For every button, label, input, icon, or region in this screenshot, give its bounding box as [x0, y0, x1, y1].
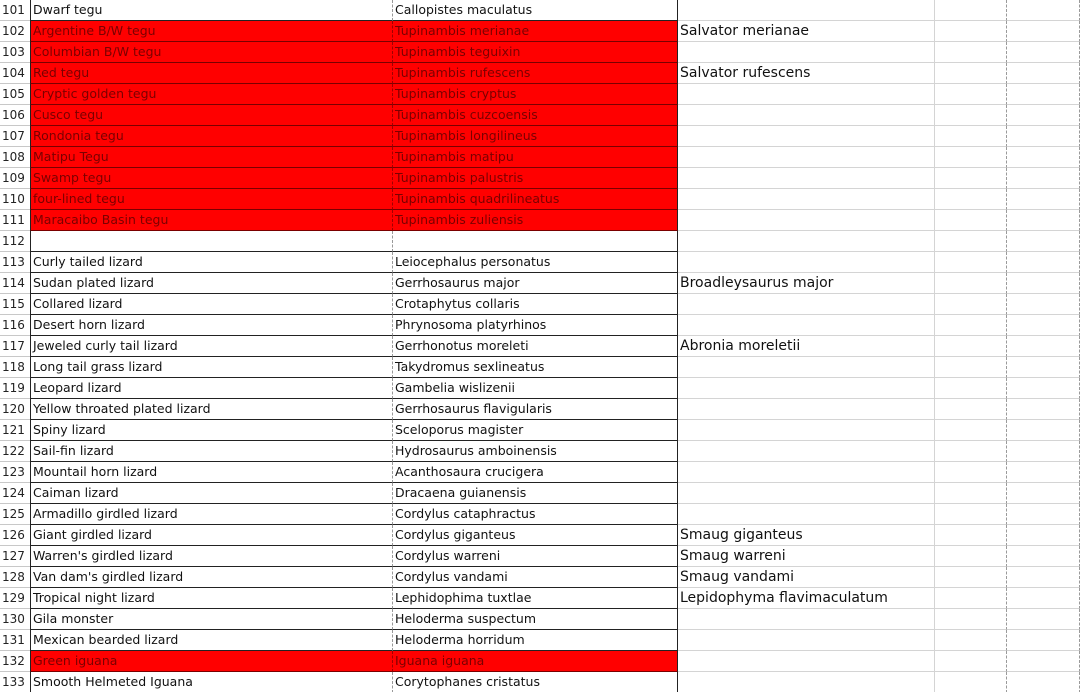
cell-empty[interactable]: [1007, 504, 1080, 525]
table-row: [0, 126, 1080, 147]
table-row: [0, 567, 1080, 588]
cell-scientific-name[interactable]: Phrynosoma platyrhinos: [392, 315, 678, 336]
cell-updated-name[interactable]: [678, 420, 935, 441]
cell-updated-name[interactable]: [678, 441, 935, 462]
cell-updated-name[interactable]: [678, 315, 935, 336]
cell-updated-name[interactable]: [678, 252, 935, 273]
cell-scientific-name[interactable]: Crotaphytus collaris: [392, 294, 678, 315]
cell-scientific-name[interactable]: Corytophanes cristatus: [392, 672, 678, 692]
cell-common-name[interactable]: Van dam's girdled lizard: [30, 567, 392, 588]
cell-empty[interactable]: [1007, 672, 1080, 692]
cell-empty[interactable]: [935, 126, 1007, 147]
cell-common-name[interactable]: Red tegu: [30, 63, 392, 84]
table-row: [0, 168, 1080, 189]
cell-common-name[interactable]: [30, 231, 392, 252]
cell-common-name[interactable]: Matipu Tegu: [30, 147, 392, 168]
row-header[interactable]: 127: [0, 546, 30, 567]
cell-empty[interactable]: [1007, 231, 1080, 252]
table-row: [0, 357, 1080, 378]
cell-common-name[interactable]: Tropical night lizard: [30, 588, 392, 609]
cell-empty[interactable]: [1007, 273, 1080, 294]
cell-scientific-name[interactable]: Callopistes maculatus: [392, 0, 678, 21]
row-header[interactable]: 130: [0, 609, 30, 630]
table-row: [0, 0, 1080, 21]
cell-updated-name[interactable]: [678, 651, 935, 672]
cell-empty[interactable]: [1007, 588, 1080, 609]
cell-common-name[interactable]: four-lined tegu: [30, 189, 392, 210]
table-row: [0, 252, 1080, 273]
cell-empty[interactable]: [935, 210, 1007, 231]
row-header[interactable]: 121: [0, 420, 30, 441]
cell-scientific-name[interactable]: Tupinambis merianae: [392, 21, 678, 42]
row-header[interactable]: 101: [0, 0, 30, 21]
table-row: [0, 84, 1080, 105]
row-header[interactable]: 133: [0, 672, 30, 692]
cell-common-name[interactable]: Desert horn lizard: [30, 315, 392, 336]
table-row: [0, 105, 1080, 126]
cell-empty[interactable]: [1007, 168, 1080, 189]
cell-common-name[interactable]: Warren's girdled lizard: [30, 546, 392, 567]
table-row: [0, 273, 1080, 294]
cell-common-name[interactable]: Spiny lizard: [30, 420, 392, 441]
cell-empty[interactable]: [1007, 525, 1080, 546]
cell-empty[interactable]: [935, 420, 1007, 441]
cell-empty[interactable]: [935, 546, 1007, 567]
cell-updated-name[interactable]: [678, 189, 935, 210]
cell-common-name[interactable]: Curly tailed lizard: [30, 252, 392, 273]
cell-empty[interactable]: [935, 294, 1007, 315]
cell-empty[interactable]: [1007, 315, 1080, 336]
cell-empty[interactable]: [1007, 105, 1080, 126]
row-header[interactable]: 117: [0, 336, 30, 357]
cell-empty[interactable]: [1007, 84, 1080, 105]
row-header[interactable]: 108: [0, 147, 30, 168]
cell-empty[interactable]: [1007, 294, 1080, 315]
cell-updated-name[interactable]: [678, 210, 935, 231]
cell-empty[interactable]: [935, 252, 1007, 273]
row-header[interactable]: 112: [0, 231, 30, 252]
cell-empty[interactable]: [1007, 210, 1080, 231]
cell-scientific-name[interactable]: Hydrosaurus amboinensis: [392, 441, 678, 462]
cell-common-name[interactable]: Gila monster: [30, 609, 392, 630]
cell-empty[interactable]: [1007, 189, 1080, 210]
cell-scientific-name[interactable]: Cordylus warreni: [392, 546, 678, 567]
row-header[interactable]: 132: [0, 651, 30, 672]
row-header[interactable]: 123: [0, 462, 30, 483]
row-header[interactable]: 105: [0, 84, 30, 105]
cell-scientific-name[interactable]: Tupinambis longilineus: [392, 126, 678, 147]
cell-empty[interactable]: [935, 42, 1007, 63]
cell-common-name[interactable]: Green iguana: [30, 651, 392, 672]
row-header[interactable]: 131: [0, 630, 30, 651]
cell-scientific-name[interactable]: Tupinambis teguixin: [392, 42, 678, 63]
cell-common-name[interactable]: Maracaibo Basin tegu: [30, 210, 392, 231]
cell-updated-name[interactable]: [678, 231, 935, 252]
cell-empty[interactable]: [935, 147, 1007, 168]
cell-updated-name[interactable]: [678, 42, 935, 63]
cell-empty[interactable]: [935, 504, 1007, 525]
table-row: [0, 189, 1080, 210]
cell-scientific-name[interactable]: Sceloporus magister: [392, 420, 678, 441]
cell-empty[interactable]: [1007, 357, 1080, 378]
cell-common-name[interactable]: Sail-fin lizard: [30, 441, 392, 462]
cell-scientific-name[interactable]: Tupinambis zuliensis: [392, 210, 678, 231]
cell-scientific-name[interactable]: Tupinambis cuzcoensis: [392, 105, 678, 126]
cell-empty[interactable]: [935, 588, 1007, 609]
cell-updated-name[interactable]: [678, 378, 935, 399]
cell-scientific-name[interactable]: Tupinambis cryptus: [392, 84, 678, 105]
cell-empty[interactable]: [1007, 21, 1080, 42]
row-header[interactable]: 126: [0, 525, 30, 546]
cell-scientific-name[interactable]: Iguana iguana: [392, 651, 678, 672]
cell-updated-name[interactable]: [678, 609, 935, 630]
table-row: [0, 231, 1080, 252]
cell-scientific-name[interactable]: Heloderma horridum: [392, 630, 678, 651]
cell-empty[interactable]: [935, 567, 1007, 588]
table-row: [0, 42, 1080, 63]
row-header[interactable]: 125: [0, 504, 30, 525]
cell-scientific-name[interactable]: Gerrhosaurus flavigularis: [392, 399, 678, 420]
cell-empty[interactable]: [935, 168, 1007, 189]
cell-empty[interactable]: [935, 189, 1007, 210]
cell-common-name[interactable]: Collared lizard: [30, 294, 392, 315]
row-header[interactable]: 122: [0, 441, 30, 462]
cell-updated-name[interactable]: [678, 357, 935, 378]
cell-empty[interactable]: [1007, 336, 1080, 357]
row-header[interactable]: 113: [0, 252, 30, 273]
cell-empty[interactable]: [1007, 378, 1080, 399]
cell-scientific-name[interactable]: Lephidophima tuxtlae: [392, 588, 678, 609]
cell-scientific-name[interactable]: Acanthosaura crucigera: [392, 462, 678, 483]
table-row: [0, 525, 1080, 546]
cell-updated-name[interactable]: Broadleysaurus major: [678, 273, 935, 294]
cell-updated-name[interactable]: [678, 105, 935, 126]
cell-updated-name[interactable]: [678, 504, 935, 525]
cell-scientific-name[interactable]: Gerrhonotus moreleti: [392, 336, 678, 357]
cell-empty[interactable]: [935, 105, 1007, 126]
cell-scientific-name[interactable]: Tupinambis matipu: [392, 147, 678, 168]
cell-empty[interactable]: [1007, 126, 1080, 147]
cell-common-name[interactable]: Long tail grass lizard: [30, 357, 392, 378]
cell-empty[interactable]: [1007, 42, 1080, 63]
row-header[interactable]: 128: [0, 567, 30, 588]
cell-empty[interactable]: [935, 0, 1007, 21]
cell-updated-name[interactable]: Smaug vandami: [678, 567, 935, 588]
table-row: [0, 630, 1080, 651]
cell-scientific-name[interactable]: Cordylus cataphractus: [392, 504, 678, 525]
cell-scientific-name[interactable]: Tupinambis quadrilineatus: [392, 189, 678, 210]
row-header[interactable]: 118: [0, 357, 30, 378]
cell-updated-name[interactable]: [678, 168, 935, 189]
row-header[interactable]: 114: [0, 273, 30, 294]
table-row: [0, 483, 1080, 504]
cell-empty[interactable]: [935, 231, 1007, 252]
cell-scientific-name[interactable]: Gerrhosaurus major: [392, 273, 678, 294]
table-row: [0, 588, 1080, 609]
cell-updated-name[interactable]: [678, 630, 935, 651]
cell-empty[interactable]: [1007, 147, 1080, 168]
cell-scientific-name[interactable]: Leiocephalus personatus: [392, 252, 678, 273]
cell-scientific-name[interactable]: Cordylus vandami: [392, 567, 678, 588]
cell-empty[interactable]: [1007, 399, 1080, 420]
cell-common-name[interactable]: Swamp tegu: [30, 168, 392, 189]
cell-empty[interactable]: [1007, 483, 1080, 504]
cell-empty[interactable]: [1007, 567, 1080, 588]
table-row: [0, 672, 1080, 692]
cell-common-name[interactable]: Cryptic golden tegu: [30, 84, 392, 105]
row-header[interactable]: 109: [0, 168, 30, 189]
cell-empty[interactable]: [1007, 0, 1080, 21]
cell-common-name[interactable]: Jeweled curly tail lizard: [30, 336, 392, 357]
table-row: [0, 210, 1080, 231]
cell-empty[interactable]: [935, 63, 1007, 84]
table-row: [0, 546, 1080, 567]
cell-empty[interactable]: [935, 672, 1007, 692]
cell-empty[interactable]: [935, 84, 1007, 105]
cell-updated-name[interactable]: Smaug giganteus: [678, 525, 935, 546]
cell-updated-name[interactable]: [678, 147, 935, 168]
cell-scientific-name[interactable]: Gambelia wislizenii: [392, 378, 678, 399]
row-header[interactable]: 119: [0, 378, 30, 399]
cell-updated-name[interactable]: [678, 0, 935, 21]
cell-common-name[interactable]: Yellow throated plated lizard: [30, 399, 392, 420]
cell-scientific-name[interactable]: [392, 231, 678, 252]
cell-empty[interactable]: [935, 336, 1007, 357]
row-header[interactable]: 129: [0, 588, 30, 609]
cell-empty[interactable]: [935, 462, 1007, 483]
cell-empty[interactable]: [1007, 63, 1080, 84]
cell-updated-name[interactable]: [678, 126, 935, 147]
cell-scientific-name[interactable]: Tupinambis palustris: [392, 168, 678, 189]
table-row: [0, 420, 1080, 441]
cell-updated-name[interactable]: [678, 462, 935, 483]
cell-common-name[interactable]: Mexican bearded lizard: [30, 630, 392, 651]
row-header[interactable]: 102: [0, 21, 30, 42]
cell-empty[interactable]: [935, 441, 1007, 462]
row-header[interactable]: 107: [0, 126, 30, 147]
cell-empty[interactable]: [1007, 420, 1080, 441]
cell-empty[interactable]: [935, 315, 1007, 336]
cell-empty[interactable]: [935, 609, 1007, 630]
cell-common-name[interactable]: Columbian B/W tegu: [30, 42, 392, 63]
table-row: [0, 462, 1080, 483]
cell-empty[interactable]: [935, 399, 1007, 420]
row-header[interactable]: 103: [0, 42, 30, 63]
row-header[interactable]: 120: [0, 399, 30, 420]
cell-scientific-name[interactable]: Dracaena guianensis: [392, 483, 678, 504]
table-row: [0, 504, 1080, 525]
cell-common-name[interactable]: Sudan plated lizard: [30, 273, 392, 294]
cell-common-name[interactable]: Rondonia tegu: [30, 126, 392, 147]
cell-updated-name[interactable]: [678, 672, 935, 692]
cell-empty[interactable]: [935, 651, 1007, 672]
cell-updated-name[interactable]: Smaug warreni: [678, 546, 935, 567]
cell-empty[interactable]: [1007, 651, 1080, 672]
cell-empty[interactable]: [935, 630, 1007, 651]
table-row: [0, 315, 1080, 336]
table-row: [0, 609, 1080, 630]
cell-empty[interactable]: [1007, 630, 1080, 651]
cell-common-name[interactable]: Giant girdled lizard: [30, 525, 392, 546]
cell-empty[interactable]: [1007, 441, 1080, 462]
cell-scientific-name[interactable]: Cordylus giganteus: [392, 525, 678, 546]
table-row: [0, 294, 1080, 315]
row-header[interactable]: 104: [0, 63, 30, 84]
table-row: [0, 399, 1080, 420]
table-row: [0, 336, 1080, 357]
table-row: [0, 21, 1080, 42]
table-row: [0, 147, 1080, 168]
cell-updated-name[interactable]: Salvator merianae: [678, 21, 935, 42]
cell-updated-name[interactable]: [678, 399, 935, 420]
cell-updated-name[interactable]: [678, 84, 935, 105]
cell-empty[interactable]: [935, 525, 1007, 546]
cell-empty[interactable]: [935, 378, 1007, 399]
cell-updated-name[interactable]: [678, 294, 935, 315]
cell-empty[interactable]: [935, 483, 1007, 504]
cell-scientific-name[interactable]: Takydromus sexlineatus: [392, 357, 678, 378]
table-row: [0, 441, 1080, 462]
cell-empty[interactable]: [935, 273, 1007, 294]
cell-scientific-name[interactable]: Tupinambis rufescens: [392, 63, 678, 84]
cell-common-name[interactable]: Cusco tegu: [30, 105, 392, 126]
row-header[interactable]: 106: [0, 105, 30, 126]
row-header[interactable]: 116: [0, 315, 30, 336]
row-header[interactable]: 124: [0, 483, 30, 504]
cell-empty[interactable]: [935, 21, 1007, 42]
table-row: [0, 378, 1080, 399]
cell-empty[interactable]: [935, 357, 1007, 378]
row-header[interactable]: 110: [0, 189, 30, 210]
cell-empty[interactable]: [1007, 609, 1080, 630]
table-row: [0, 651, 1080, 672]
cell-updated-name[interactable]: Lepidophyma flavimaculatum: [678, 588, 935, 609]
table-row: [0, 63, 1080, 84]
row-header[interactable]: 115: [0, 294, 30, 315]
cell-empty[interactable]: [1007, 252, 1080, 273]
cell-common-name[interactable]: Mountail horn lizard: [30, 462, 392, 483]
cell-common-name[interactable]: Caiman lizard: [30, 483, 392, 504]
cell-updated-name[interactable]: Abronia moreletii: [678, 336, 935, 357]
cell-updated-name[interactable]: Salvator rufescens: [678, 63, 935, 84]
cell-common-name[interactable]: Armadillo girdled lizard: [30, 504, 392, 525]
cell-common-name[interactable]: Smooth Helmeted Iguana: [30, 672, 392, 692]
cell-scientific-name[interactable]: Heloderma suspectum: [392, 609, 678, 630]
cell-empty[interactable]: [1007, 546, 1080, 567]
cell-empty[interactable]: [1007, 462, 1080, 483]
cell-updated-name[interactable]: [678, 483, 935, 504]
cell-common-name[interactable]: Argentine B/W tegu: [30, 21, 392, 42]
cell-common-name[interactable]: Dwarf tegu: [30, 0, 392, 21]
cell-common-name[interactable]: Leopard lizard: [30, 378, 392, 399]
row-header[interactable]: 111: [0, 210, 30, 231]
